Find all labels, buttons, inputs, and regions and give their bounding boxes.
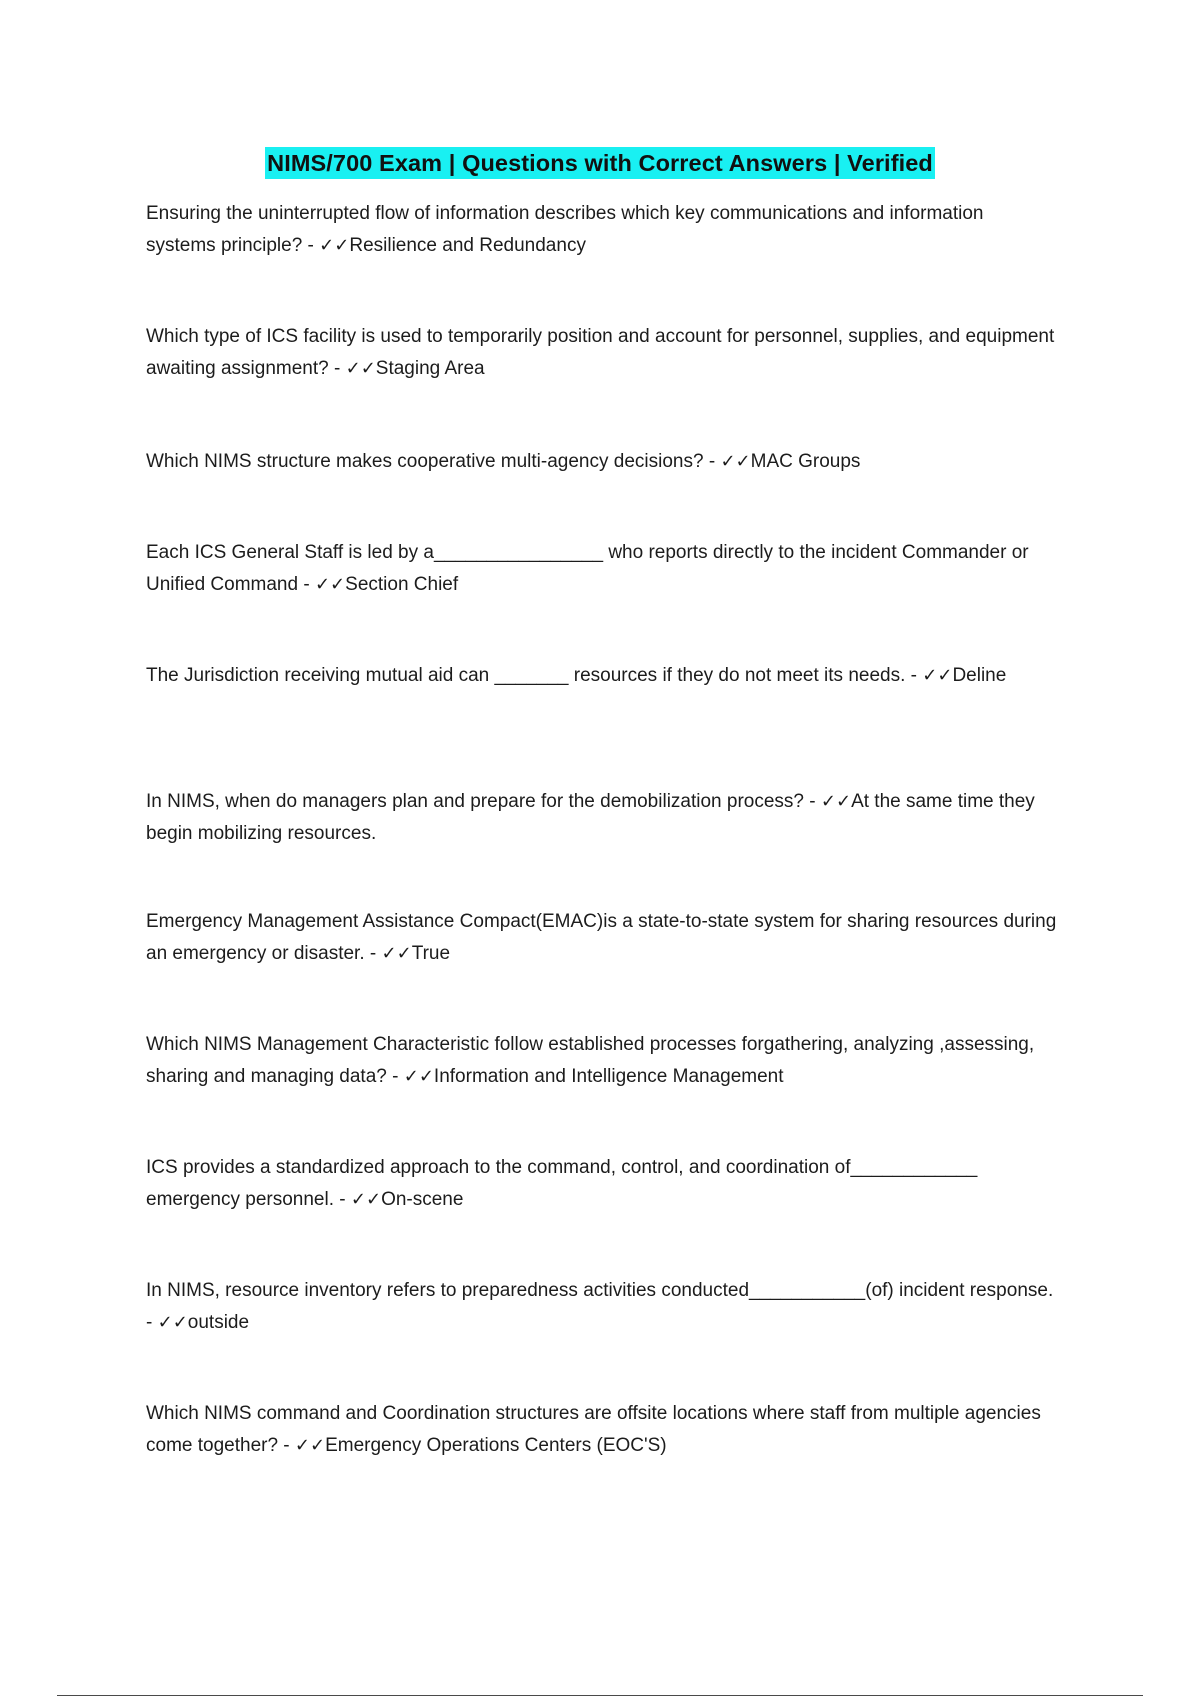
check-mark-icon: ✓✓ [157, 1312, 188, 1333]
separator: - [328, 358, 346, 379]
question-text: Which NIMS structure makes cooperative multi-agency decisions? [146, 451, 704, 472]
check-mark-icon: ✓✓ [381, 943, 412, 964]
answer-text: Section Chief [345, 574, 459, 595]
answer-text: Staging Area [375, 358, 485, 379]
question-text: ICS provides a standardized approach to the command, control, and coordination of____________ emergency personnel. [146, 1157, 978, 1210]
answer-text: True [411, 943, 451, 964]
check-mark-icon: ✓✓ [720, 451, 751, 472]
answer-text: Resilience and Redundancy [349, 235, 586, 256]
answer-text: Information and Intelligence Management [433, 1066, 784, 1087]
separator: - [298, 574, 315, 595]
question-text: In NIMS, when do managers plan and prepare for the demobilization process? [146, 791, 804, 812]
separator: - [278, 1435, 295, 1456]
title-container [0, 147, 1200, 179]
qa-item [146, 1275, 1056, 1339]
question-text: Which type of ICS facility is used to temporarily position and account for personnel, supplies, and equipment awaiting assignment? [146, 326, 1055, 379]
separator: - [302, 235, 320, 256]
qa-item [146, 321, 1056, 385]
qa-item [146, 1152, 1056, 1216]
separator: - [804, 791, 821, 812]
question-text: Each ICS General Staff is led by a________________ who reports directly to the incident Commander or Unified Command [146, 542, 1029, 595]
separator: - [334, 1189, 351, 1210]
check-mark-icon: ✓✓ [922, 665, 953, 686]
separator: - [146, 1312, 158, 1333]
qa-item [146, 906, 1066, 970]
qa-item [146, 786, 1056, 850]
check-mark-icon: ✓✓ [319, 235, 350, 256]
qa-item [146, 446, 1056, 478]
question-text: In NIMS, resource inventory refers to preparedness activities conducted___________(of) incident response. [146, 1280, 1054, 1301]
qa-item [146, 198, 1056, 262]
answer-text: On-scene [381, 1189, 464, 1210]
separator: - [703, 451, 721, 472]
answer-text: At the same time they begin mobilizing resources. [146, 791, 1035, 844]
check-mark-icon: ✓✓ [314, 574, 346, 595]
question-text: Which NIMS command and Coordination structures are offsite locations where staff from multiple agencies come together? [146, 1403, 1041, 1456]
separator: - [905, 665, 923, 686]
question-text: Which NIMS Management Characteristic follow established processes forgathering, analyzing ,assessing, sharing and managing data? [146, 1034, 1035, 1087]
separator: - [364, 943, 382, 964]
answer-text: outside [187, 1312, 250, 1333]
qa-item [146, 1029, 1056, 1093]
check-mark-icon: ✓✓ [294, 1435, 326, 1456]
check-mark-icon: ✓✓ [345, 358, 376, 379]
question-text: The Jurisdiction receiving mutual aid can _______ resources if they do not meet its needs. [146, 665, 906, 686]
check-mark-icon: ✓✓ [820, 791, 852, 812]
qa-item [146, 1398, 1056, 1462]
qa-item [146, 660, 1056, 692]
answer-text: Emergency Operations Centers (EOC'S) [325, 1435, 667, 1456]
question-text: Emergency Management Assistance Compact(EMAC)is a state-to-state system for sharing resources during an emergency or disaster. [146, 911, 1057, 964]
document-title: NIMS/700 Exam | Questions with Correct Answers | Verified [265, 147, 935, 179]
separator: - [386, 1066, 404, 1087]
footer-divider [57, 1695, 1143, 1696]
check-mark-icon: ✓✓ [403, 1066, 434, 1087]
answer-text: MAC Groups [750, 451, 861, 472]
check-mark-icon: ✓✓ [350, 1189, 382, 1210]
answer-text: Deline [952, 665, 1007, 686]
qa-item [146, 537, 1056, 601]
question-text: Ensuring the uninterrupted flow of information describes which key communications and information systems principle? [146, 203, 984, 256]
